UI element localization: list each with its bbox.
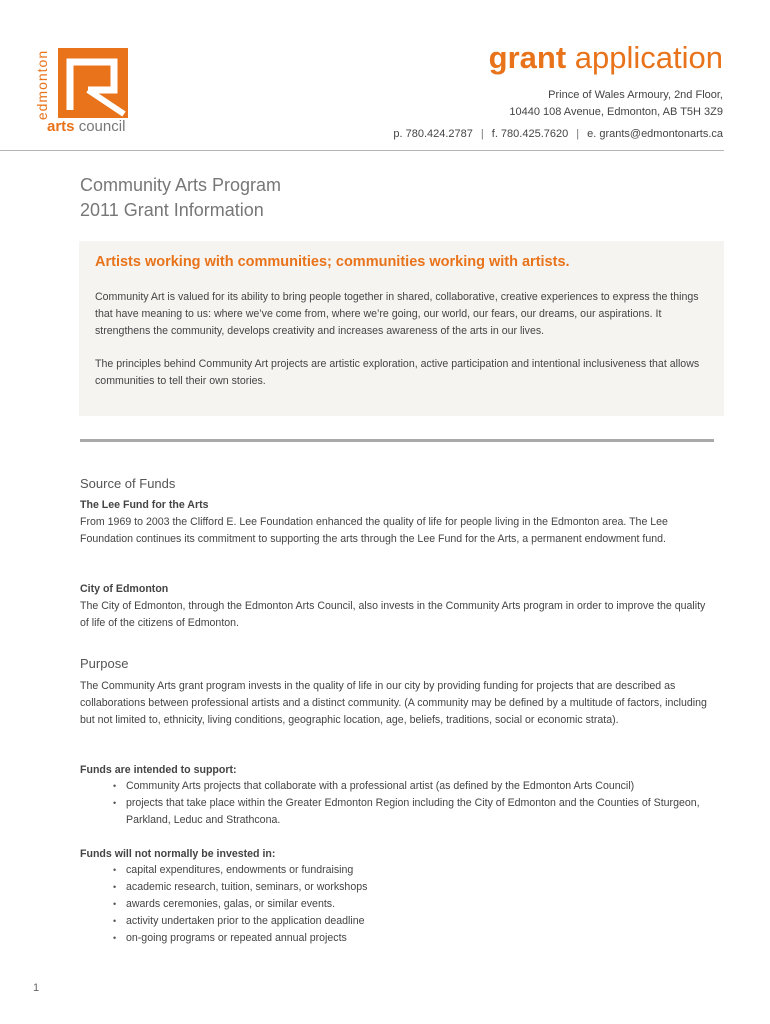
intro-paragraph-1: Community Art is valued for its ability to bring people together in shared, collaborative, creative experiences to express the things that have meaning to us: where we’ve come from, where we’re going, our world, our fears, our dreams, our aspirations. It strengthens the community, develops creativity and increases awareness of the arts in our lives.: [95, 291, 699, 337]
not-invested-list: [80, 862, 710, 947]
intro-paragraph-2: The principles behind Community Art projects are artistic exploration, active participation and intentional inclusiveness that allows communities to tell their own stories.: [95, 358, 700, 387]
city-text: The City of Edmonton, through the Edmonton Arts Council, also invests in the Community Arts program in order to improve the quality of life of the citizens of Edmonton.: [80, 600, 706, 629]
lee-fund-heading: The Lee Fund for the Arts: [80, 499, 209, 511]
section-divider: [80, 439, 714, 442]
list-item: • activity undertaken prior to the application deadline: [80, 913, 710, 930]
contact-separator: |: [576, 128, 580, 140]
address-line-1: Prince of Wales Armoury, 2nd Floor,: [548, 89, 723, 101]
list-item: • projects that take place within the Greater Edmonton Region including the City of Edmonton and the Counties of Sturgeon, Parkland, Leduc and Strathcona.: [80, 795, 710, 829]
logo-vertical-text: [30, 48, 54, 122]
page-number: 1: [33, 982, 40, 994]
logo-arts-text: arts: [47, 118, 75, 135]
support-list: [80, 778, 710, 829]
contact-line: [393, 128, 723, 140]
phone-number: p. 780.424.2787: [393, 128, 473, 140]
city-heading: City of Edmonton: [80, 583, 169, 595]
list-item: • Community Arts projects that collaborate with a professional artist (as defined by the Edmonton Arts Council): [80, 778, 710, 795]
logo-edmonton-text: edmonton: [34, 49, 50, 121]
logo-wordmark: [47, 118, 125, 135]
list-item: • on-going programs or repeated annual projects: [80, 930, 710, 947]
purpose-text: The Community Arts grant program invests in the quality of life in our city by providing funding for projects that are described as collaborations between professional artists and a distinct community. (A community may be defined by a multitude of factors, including but not limited to, ethnicity, living conditions, geographic location, age, beliefs, traditions, social or economic strata).: [80, 680, 707, 726]
address-line-2: 10440 108 Avenue, Edmonton, AB T5H 3Z9: [509, 106, 723, 118]
header-title-bold: grant: [488, 40, 567, 75]
contact-separator: |: [480, 128, 484, 140]
document-title-line-2: 2011 Grant Information: [80, 200, 264, 220]
email-address[interactable]: e. grants@edmontonarts.ca: [587, 128, 723, 140]
logo-council-text: council: [78, 118, 126, 135]
lee-fund-text: From 1969 to 2003 the Clifford E. Lee Foundation enhanced the quality of life for people living in the Edmonton area. The Lee Foundation continues its commitment to supporting the arts through the Lee Fund for the Arts, a permanent endowment fund.: [80, 516, 668, 545]
support-heading: Funds are intended to support:: [80, 764, 237, 776]
document-title-line-1: Community Arts Program: [80, 175, 282, 195]
list-item: • academic research, tuition, seminars, or workshops: [80, 879, 710, 896]
intro-box: [79, 241, 724, 416]
header-divider: [0, 150, 724, 151]
source-of-funds-heading: Source of Funds: [80, 476, 176, 491]
fax-number: f. 780.425.7620: [491, 128, 569, 140]
list-item: • capital expenditures, endowments or fundraising: [80, 862, 710, 879]
purpose-heading: Purpose: [80, 656, 129, 671]
header-title: [489, 40, 723, 76]
not-invested-heading: Funds will not normally be invested in:: [80, 848, 276, 860]
header-title-rest: application: [574, 40, 723, 75]
list-item: • awards ceremonies, galas, or similar events.: [80, 896, 710, 913]
intro-heading: Artists working with communities; communities working with artists.: [95, 254, 570, 270]
logo-mark-icon: [58, 48, 128, 118]
